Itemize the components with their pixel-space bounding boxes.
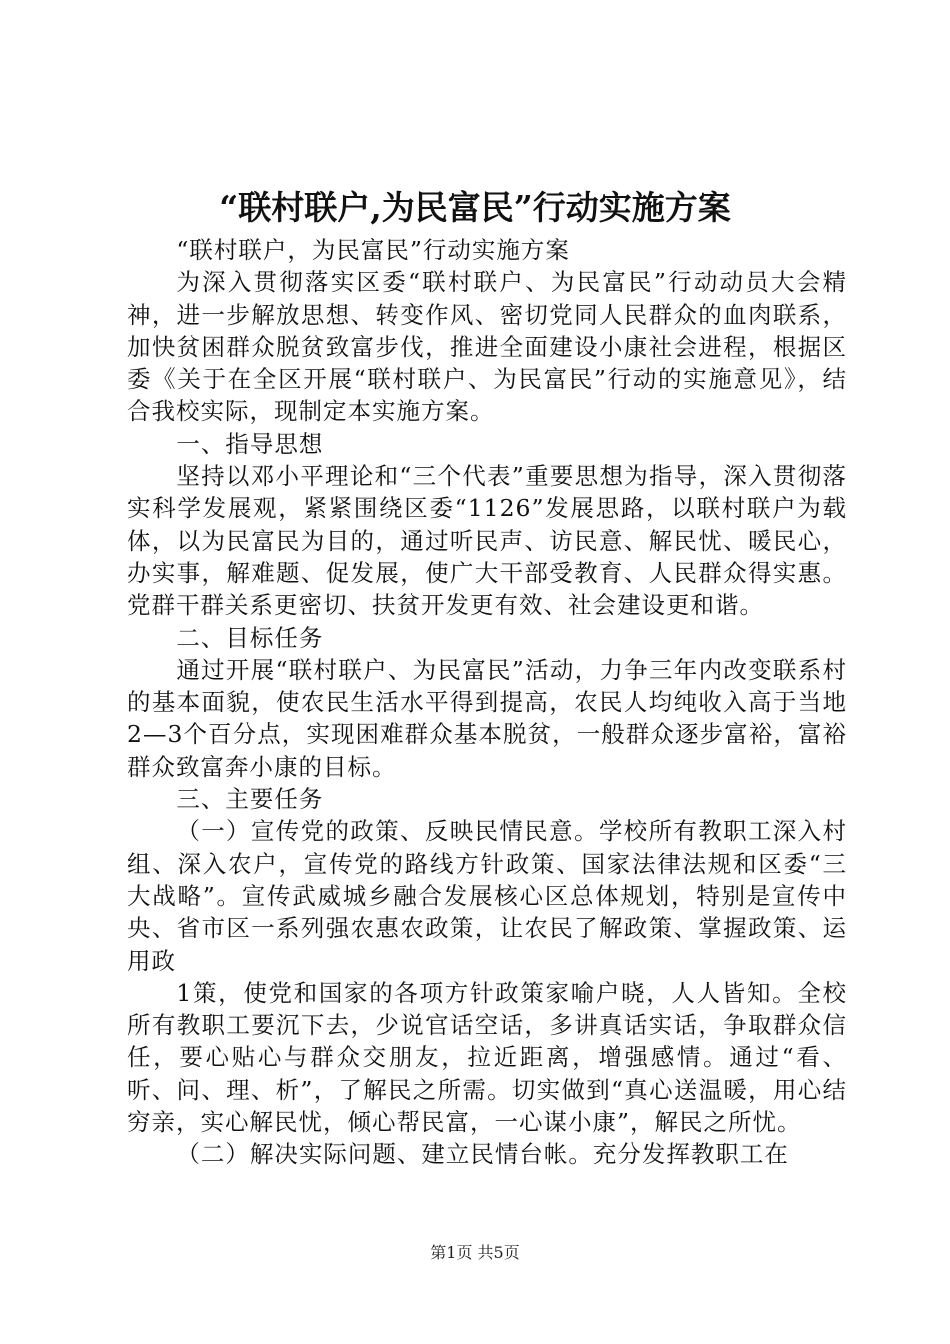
page-footer: 第1页 共5页: [430, 1243, 520, 1262]
paragraph-task-one-continued: 1策，使党和国家的各项方针政策家喻户晓，人人皆知。全校所有教职工要沉下去，少说官话空话，多讲真话实话，争取群众信任，要心贴心与群众交朋友，拉近距离，增强感情。通过“看、听、问、理、析”，了解民之所需。切实做到“真心送温暖，用心结穷亲，实心解民忧，倾心帮民富，一心谋小康”，解民之所忧。: [127, 978, 847, 1137]
document-body: [127, 234, 847, 1171]
section-heading-guiding-thought: 一、指导思想: [176, 429, 324, 458]
section-heading-main-tasks: 三、主要任务: [176, 785, 324, 814]
document-title: “联村联户,为民富民”行动实施方案: [219, 188, 731, 227]
paragraph-goals: 通过开展“联村联户、为民富民”活动，力争三年内改变联系村的基本面貌，使农民生活水平得到提高，农民人均纯收入高于当地2—3个百分点，实现困难群众基本脱贫，一般群众逐步富裕，富裕群众致富奔小康的目标。: [127, 655, 847, 781]
paragraph-subtitle: “联村联户，为民富民”行动实施方案: [176, 236, 570, 264]
paragraph-task-two: （二）解决实际问题、建立民情台帐。充分发挥教职工在: [176, 1140, 789, 1169]
paragraph-intro: 为深入贯彻落实区委“联村联户、为民富民”行动动员大会精神，进一步解放思想、转变作风、密切党同人民群众的血肉联系，加快贫困群众脱贫致富步伐，推进全面建设小康社会进程，根据区委《关于在全区开展“联村联户、为民富民”行动的实施意见》，结合我校实际，现制定本实施方案。: [127, 268, 847, 426]
paragraph-task-one: （一）宣传党的政策、反映民情民意。学校所有教职工深入村组、深入农户，宣传党的路线方针政策、国家法律法规和区委“三大战略”。宣传武威城乡融合发展核心区总体规划，特别是宣传中央、省市区一系列强农惠农政策，让农民了解政策、掌握政策、运用政: [127, 817, 847, 975]
section-heading-goals: 二、目标任务: [176, 623, 324, 652]
paragraph-guiding-thought: 坚持以邓小平理论和“三个代表”重要思想为指导，深入贯彻落实科学发展观，紧紧围绕区委“1126”发展思路，以联村联户为载体，以为民富民为目的，通过听民声、访民意、解民忧、暖民心，办实事，解难题、促发展，使广大干部受教育、人民群众得实惠。党群干群关系更密切、扶贫开发更有效、社会建设更和谐。: [127, 462, 847, 620]
